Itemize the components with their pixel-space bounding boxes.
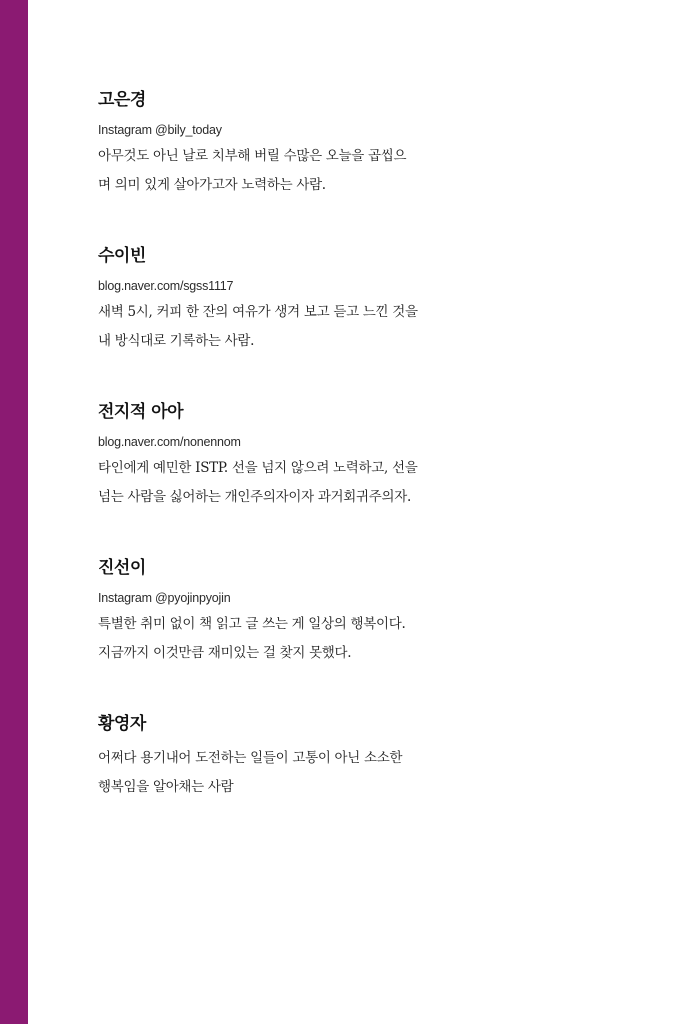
author-bio-line: 어쩌다 용기내어 도전하는 일들이 고통이 아닌 소소한 bbox=[98, 750, 403, 766]
author-bio-line: 새벽 5시, 커피 한 잔의 여유가 생겨 보고 듣고 느낀 것을 bbox=[98, 304, 418, 320]
author-entry-jeon-ji-jeok-a-a bbox=[98, 400, 478, 556]
author-handle: Instagram @pyojinpyojin bbox=[98, 591, 231, 605]
author-entry-hwang-yeong-ja bbox=[98, 712, 478, 802]
author-bio bbox=[98, 744, 478, 802]
author-name: 전지적 아아 bbox=[98, 402, 184, 422]
author-list bbox=[98, 88, 478, 802]
author-entry-su-i-bin bbox=[98, 244, 478, 400]
author-bio-line: 넘는 사람을 싫어하는 개인주의자이자 과거회귀주의자. bbox=[98, 489, 411, 505]
author-bio-line: 특별한 취미 없이 책 읽고 글 쓰는 게 일상의 행복이다. bbox=[98, 616, 406, 632]
author-bio-line: 지금까지 이것만큼 재미있는 걸 찾지 못했다. bbox=[98, 645, 352, 661]
author-name: 황영자 bbox=[98, 714, 146, 734]
author-bio bbox=[98, 454, 478, 512]
author-bio-line: 행복임을 알아채는 사람 bbox=[98, 779, 234, 795]
author-handle: blog.naver.com/sgss1117 bbox=[98, 279, 234, 293]
author-bio-line: 아무것도 아닌 날로 치부해 버릴 수많은 오늘을 곱씹으 bbox=[98, 148, 407, 164]
side-color-bar bbox=[0, 0, 28, 1024]
author-bio bbox=[98, 610, 478, 668]
author-entry-go-eun-gyeong bbox=[98, 88, 478, 244]
author-bio bbox=[98, 298, 478, 356]
author-bio-line: 며 의미 있게 살아가고자 노력하는 사람. bbox=[98, 177, 326, 193]
author-name: 진선이 bbox=[98, 558, 146, 578]
author-name: 고은경 bbox=[98, 90, 146, 110]
author-bio bbox=[98, 142, 478, 200]
author-bio-line: 타인에게 예민한 ISTP. 선을 넘지 않으려 노력하고, 선을 bbox=[98, 460, 418, 476]
author-bio-line: 내 방식대로 기록하는 사람. bbox=[98, 333, 255, 349]
author-name: 수이빈 bbox=[98, 246, 146, 266]
author-handle: blog.naver.com/nonennom bbox=[98, 435, 241, 449]
author-handle: Instagram @bily_today bbox=[98, 123, 222, 137]
author-entry-jin-seon-i bbox=[98, 556, 478, 712]
